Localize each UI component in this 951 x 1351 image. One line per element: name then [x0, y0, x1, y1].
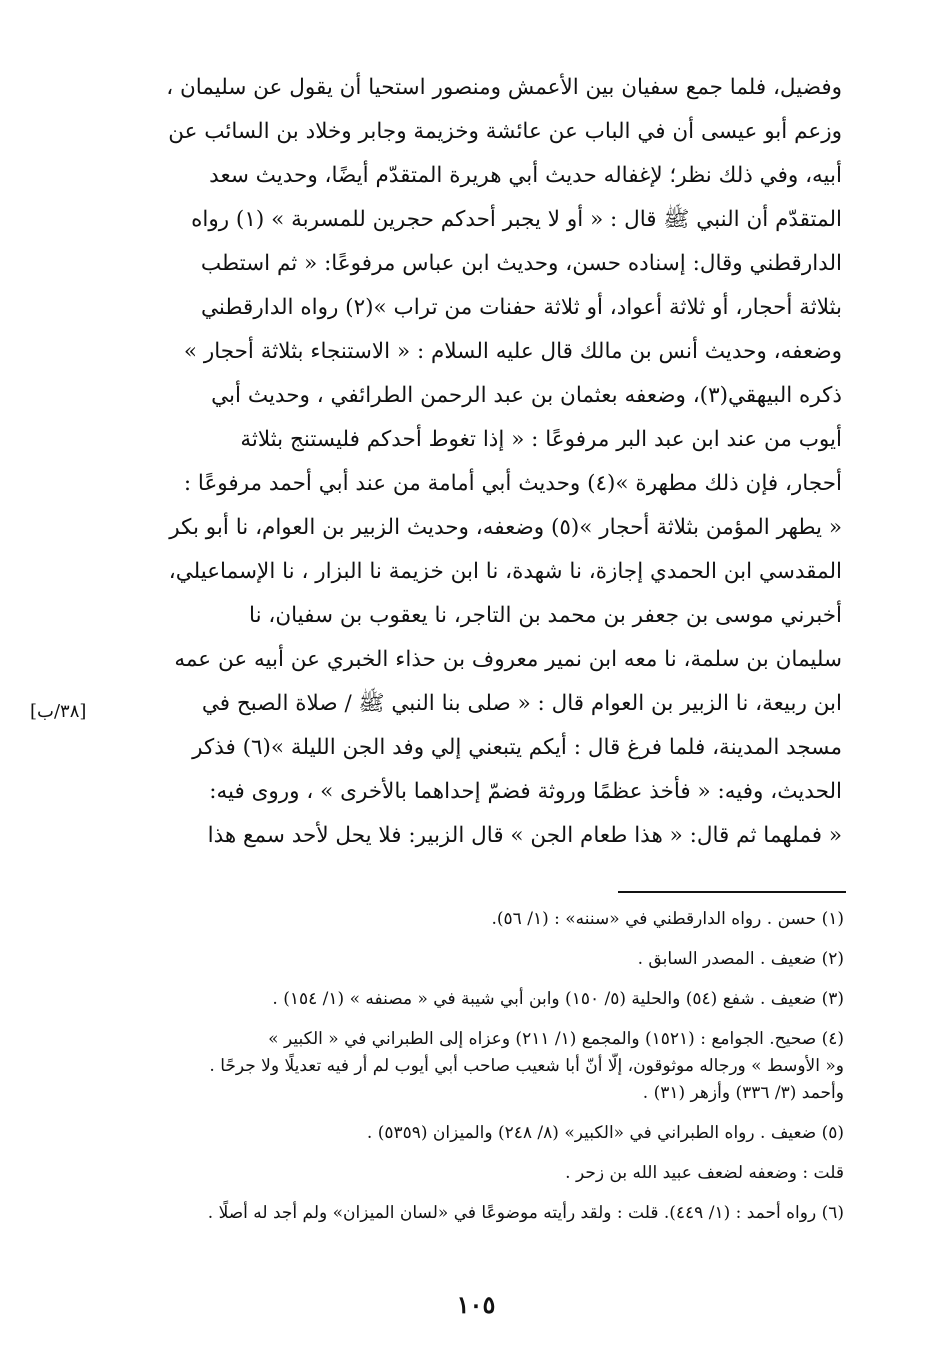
text-line: أبيه، وفي ذلك نظر؛ لإغفاله حديث أبي هريرة المتقدّم أيضًا، وحديث سعد	[209, 163, 842, 188]
text-line: وضعفه، وحديث أنس بن مالك قال عليه السلام : « الاستنجاء بثلاثة أحجار »	[183, 339, 842, 364]
text-line: أخبرني موسى بن جعفر بن محمد بن التاجر، نا يعقوب بن سفيان، نا	[249, 603, 842, 628]
text-line: مسجد المدينة، فلما فرغ قال : أيكم يتبعني إلي وفد الجن الليلة »(٦) فذكر	[192, 735, 842, 760]
footnote-5: (٥) ضعيف . رواه الطبراني في «الكبير» (٨/ ٢٤٨) والميزان (٥٣٥٩) .	[366, 1123, 844, 1143]
footnote-4: (٤) صحيح. الجوامع : (١٥٢١) والمجمع (١/ ٢١١) وعزاه إلى الطبراني في « الكبير »	[268, 1029, 844, 1049]
footnote-6: (٦) رواه أحمد : (١/ ٤٤٩). قلت : ولقد رأيته موضوعًا في «لسان الميزان» ولم أجد له أصلًا .	[207, 1203, 844, 1223]
text-line: بثلاثة أحجار، أو ثلاثة أعواد، أو ثلاثة حفنات من تراب »(٢) رواه الدارقطني	[201, 295, 842, 320]
footnote-separator	[618, 891, 846, 893]
text-line: « يطهر المؤمن بثلاثة أحجار »(٥) وضعفه، وحديث الزبير بن العوام، نا أبو بكر	[169, 515, 842, 540]
text-line: أحجار، فإن ذلك مطهرة »(٤) وحديث أبي أمامة من عند أبي أحمد مرفوعًا :	[183, 471, 842, 496]
footnote-4-continued: و« الأوسط » ورجاله موثوقون، إلّا أنّ أبا شعيب صاحب أبي أيوب لم أر فيه تعديلًا ولا جرحًا .	[209, 1056, 844, 1076]
text-line: سليمان بن سلمة، نا معه ابن نمير معروف بن حذاء الخبري عن أبيه عن عمه	[174, 647, 842, 672]
manuscript-folio-reference: [٣٨/ب]	[30, 701, 87, 722]
main-text	[120, 66, 842, 858]
text-line: وفضيل، فلما جمع سفيان بين الأعمش ومنصور استحيا أن يقول عن سليمان ،	[166, 75, 842, 100]
footnote-3: (٣) ضعيف . شفع (٥٤) والحلية (٥/ ١٥٠) وابن أبي شيبة في « مصنفه » (١/ ١٥٤) .	[272, 989, 844, 1009]
text-line: أيوب من عند ابن عبد البر مرفوعًا : « إذا تغوط أحدكم فليستنج بثلاثة	[240, 427, 842, 452]
text-line: « فملهما ثم قال: « هذا طعام الجن » قال الزبير: فلا يحل لأحد سمع هذا	[207, 823, 842, 848]
text-line: الدارقطني وقال: إسناده حسن، وحديث ابن عباس مرفوعًا: « ثم استطب	[200, 251, 842, 276]
text-line: ذكره البيهقي(٣)، وضعفه بعثمان بن عبد الرحمن الطرائفي ، وحديث أبي	[211, 383, 842, 408]
text-line: المقدسي ابن الحمدي إجازة، نا شهدة، نا ابن خزيمة نا البزار ، نا الإسماعيلي،	[168, 559, 842, 584]
footnotes	[118, 906, 844, 1227]
page-number: ١٠٥	[456, 1290, 496, 1319]
text-line: وزعم أبو عيسى أن في الباب عن عائشة وخزيمة وجابر وخلاد بن السائب عن	[168, 119, 842, 144]
text-line: المتقدّم أن النبي ﷺ قال : « أو لا يجبر أحدكم حجرين للمسربة » (١) رواه	[191, 207, 842, 232]
footnote-5-comment: قلت : وضعفه لضعف عبيد الله بن زحر .	[565, 1163, 844, 1183]
footnote-1: (١) حسن . رواه الدارقطني في «سننه» : (١/ ٥٦).	[491, 909, 844, 929]
footnote-2: (٢) ضعيف . المصدر السابق .	[637, 949, 844, 969]
text-line: ابن ربيعة، نا الزبير بن العوام قال : « صلى بنا النبي ﷺ / صلاة الصبح في	[201, 691, 842, 716]
text-line: الحديث، وفيه: « فأخذ عظمًا وروثة فضمّ إحداهما بالأخرى » ، وروى فيه:	[209, 779, 842, 804]
footnote-4-continued: وأحمد (٣/ ٣٣٦) وأزهر (٣١) .	[642, 1083, 844, 1103]
